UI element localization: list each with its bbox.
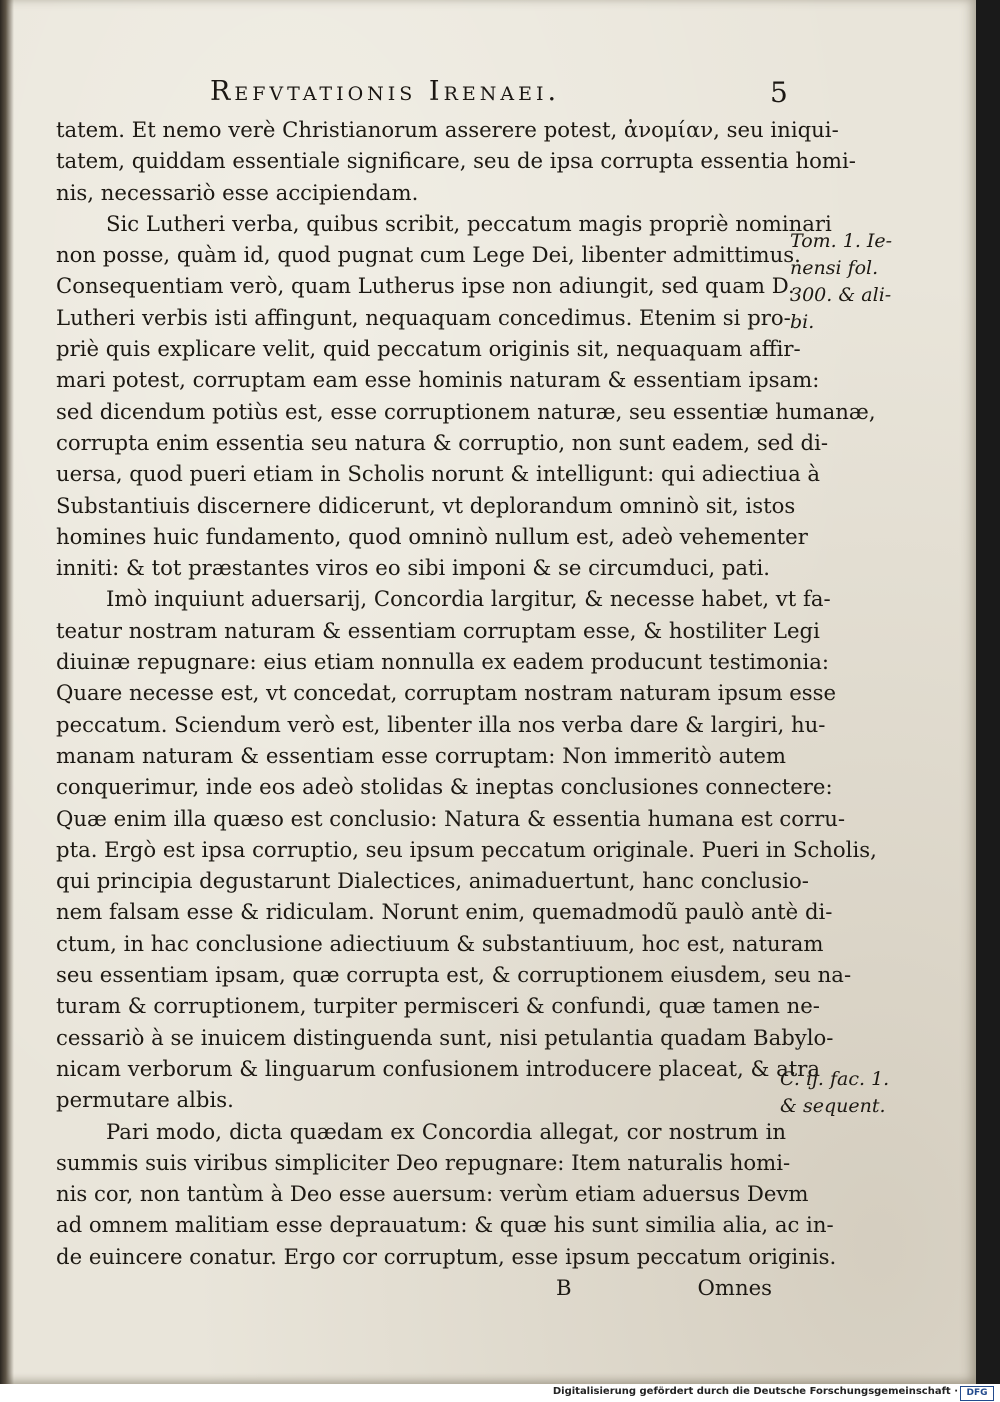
text-line: pta. Ergò est ipsa corruptio, seu ipsum peccatum originale. Pueri in Scholis, [56,836,877,862]
dfg-logo: DFG [960,1386,994,1401]
text-line: Quare necesse est, vt concedat, corruptam nostram naturam ipsum esse [56,680,837,706]
margin-note-line: & sequent. [780,1095,886,1117]
text-line: Lutheri verbis isti affingunt, nequaquam concedimus. Etenim si pro- [56,304,791,330]
text-line: homines huic fundamento, quod omninò nullum est, adeò vehementer [56,523,808,549]
text-line: permutare albis. [56,1087,234,1113]
text-line: sed dicendum potiùs est, esse corruptionem naturæ, seu essentiæ humanæ, [56,398,876,424]
text-line: priè quis explicare velit, quid peccatum originis sit, nequaquam affir- [56,336,801,362]
text-line: tatem, quiddam essentiale significare, seu de ipsa corrupta essentia homi- [56,148,856,174]
text-line: nicam verborum & linguarum confusionem introducere placeat, & atra [56,1055,821,1081]
text-line: conquerimur, inde eos adeò stolidas & ineptas conclusiones connectere: [56,774,833,800]
text-line: ctum, in hac conclusione adiectiuum & substantiuum, hoc est, naturam [56,930,824,956]
text-line: de euincere conatur. Ergo cor corruptum, esse ipsum peccatum originis. [56,1243,837,1269]
text-line: turam & corruptionem, turpiter permisceri & confundi, quæ tamen ne- [56,993,820,1019]
text-line: Sic Lutheri verba, quibus scribit, peccatum magis propriè nominari [106,210,832,236]
text-line: non posse, quàm id, quod pugnat cum Lege Dei, libenter admittimus. [56,242,801,268]
text-line: Consequentiam verò, quam Lutherus ipse non adiungit, sed quam D. [56,273,795,299]
text-line: ad omnem malitiam esse deprauatum: & quæ his sunt similia alia, ac in- [56,1212,834,1238]
running-head: Refvtationis Irenaei. [210,76,561,107]
text-line: nem falsam esse & ridiculam. Norunt enim, quemadmodũ paulò antè di- [56,899,833,925]
page-header [0,76,976,112]
text-line: manam naturam & essentiam esse corruptam: Non immeritò autem [56,742,786,768]
margin-note-line: 300. & ali- [790,284,892,306]
text-line: nis cor, non tantùm à Deo esse auersum: verùm etiam aduersus Devm [56,1181,809,1207]
text-line: Pari modo, dicta quædam ex Concordia allegat, cor nostrum in [106,1118,786,1144]
text-line: corrupta enim essentia seu natura & corruptio, non sunt eadem, sed di- [56,429,829,455]
text-line: seu essentiam ipsam, quæ corrupta est, & corruptionem eiusdem, seu na- [56,962,852,988]
text-line: Substantiuis discernere didicerunt, vt deplorandum omninò sit, istos [56,492,796,518]
text-line: summis suis viribus simpliciter Deo repugnare: Item naturalis homi- [56,1149,791,1175]
text-line: mari potest, corruptam eam esse hominis naturam & essentiam ipsam: [56,367,820,393]
page-number: 5 [770,76,788,109]
text-line: nis, necessariò esse accipiendam. [56,179,419,205]
text-line: cessariò à se inuicem distinguenda sunt, nisi petulantia quadam Babylo- [56,1024,834,1050]
text-line: uersa, quod pueri etiam in Scholis norunt & intelligunt: qui adiectiua à [56,461,821,487]
funding-credit: Digitalisierung gefördert durch die Deutsche Forschungsgemeinschaft · [552,1386,958,1397]
text-line: Quæ enim illa quæso est conclusio: Natura & essentia humana est corru- [56,805,846,831]
book-spine-shadow [0,0,14,1384]
margin-note-reference-2 [780,1066,889,1120]
text-line: inniti: & tot præstantes viros eo sibi imponi & se circumduci, pati. [56,555,771,581]
margin-note-line: bi. [790,311,815,333]
margin-note-reference-1 [790,228,892,336]
margin-note-line: C. ij. fac. 1. [780,1068,890,1090]
margin-note-line: Tom. 1. Ie- [790,230,893,252]
margin-note-line: nensi fol. [790,257,879,279]
digitization-footer [0,1384,1000,1402]
text-line: teatur nostram naturam & essentiam corruptam esse, & hostiliter Legi [56,617,820,643]
text-line: tatem. Et nemo verè Christianorum asserere potest, ἀνομίαν, seu iniqui- [56,117,839,142]
text-line: peccatum. Sciendum verò est, libenter illa nos verba dare & largiri, hu- [56,711,826,737]
text-line: diuinæ repugnare: eius etiam nonnulla ex eadem producunt testimonia: [56,649,830,675]
catchline: B Omnes [556,1274,772,1300]
text-line: Imò inquiunt aduersarij, Concordia largitur, & necesse habet, vt fa- [106,586,831,612]
text-line: qui principia degustarunt Dialectices, animaduertunt, hanc conclusio- [56,868,809,894]
